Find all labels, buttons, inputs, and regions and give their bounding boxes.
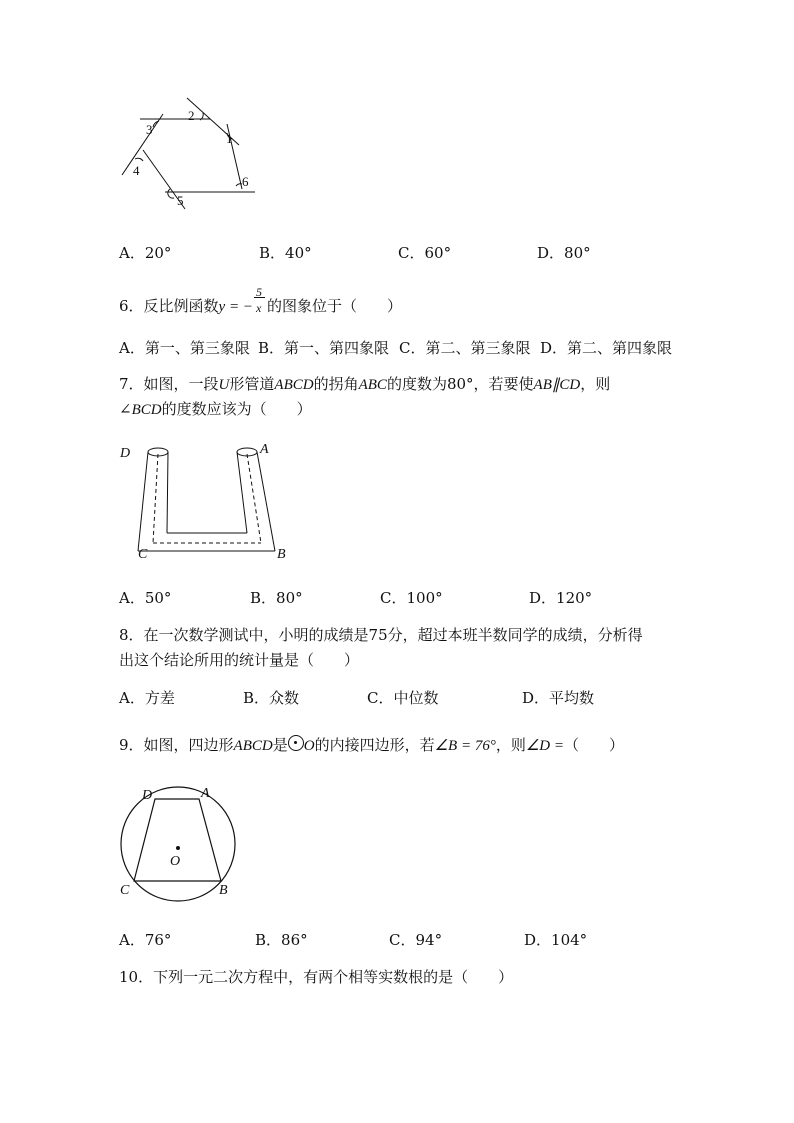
angle-label-2: 2 xyxy=(188,108,195,123)
fraction: $\frac{5}{x}$ xyxy=(253,293,267,313)
question-10-stem: 10．下列一元二次方程中，有两个相等实数根的是（ ） xyxy=(119,968,514,986)
circle-o-symbol xyxy=(288,735,304,751)
q9-option-a: A．76° xyxy=(119,931,172,949)
pipe-label-a: A xyxy=(260,442,269,457)
question-8-line-2: 出这个结论所用的统计量是（ ） xyxy=(119,651,360,669)
q9-option-b: B．86° xyxy=(255,931,308,949)
cyclic-quadrilateral-figure xyxy=(115,780,245,910)
q7-option-d: D．120° xyxy=(529,589,593,607)
q5-option-d: D．80° xyxy=(537,244,591,262)
circle-label-o: O xyxy=(170,854,181,869)
q5-option-c: C．60° xyxy=(398,244,452,262)
q7-option-a: A．50° xyxy=(119,589,172,607)
q7-option-b: B．80° xyxy=(250,589,303,607)
pipe-label-b: B xyxy=(277,547,286,562)
circle-label-a: A xyxy=(201,786,210,801)
formula-lhs: y = − xyxy=(218,299,253,315)
q9-option-c: C．94° xyxy=(389,931,443,949)
angle-label-6: 6 xyxy=(242,174,249,189)
q6-option-d: D．第二、第四象限 xyxy=(540,339,673,357)
angle-label-5: 5 xyxy=(177,193,184,208)
circle-label-d: D xyxy=(142,788,153,803)
angle-label-4: 4 xyxy=(133,163,140,178)
angle-label-1: 1 xyxy=(226,131,233,146)
question-7-line-2: ∠BCD的度数应该为（ ） xyxy=(119,400,312,418)
question-8-line-1: 8．在一次数学测试中，小明的成绩是75分，超过本班半数同学的成绩，分析得 xyxy=(119,626,643,644)
circle-label-c: C xyxy=(120,883,130,898)
q5-option-b: B．40° xyxy=(259,244,312,262)
question-6-stem: 6．反比例函数y = − $\frac{5}{x}$ 的图象位于（ ） xyxy=(119,285,402,315)
q8-option-a: A．方差 xyxy=(119,689,175,707)
q8-option-d: D．平均数 xyxy=(522,689,595,707)
question-7-line-1: 7．如图，一段U形管道ABCD的拐角ABC的度数为80°，若要使AB∥CD，则 xyxy=(119,375,611,393)
question-9-stem: 9．如图，四边形ABCD是 O的内接四边形，若∠B = 76°，则∠D =（ ） xyxy=(119,736,625,754)
q6-option-c: C．第二、第三象限 xyxy=(399,339,531,357)
angle-label-3: 3 xyxy=(146,122,153,137)
q7-option-c: C．100° xyxy=(380,589,443,607)
q6-option-b: B．第一、第四象限 xyxy=(258,339,390,357)
q5-option-a: A．20° xyxy=(119,244,172,262)
q8-option-b: B．众数 xyxy=(243,689,300,707)
pipe-label-c: C xyxy=(138,547,148,562)
q9-option-d: D．104° xyxy=(524,931,588,949)
hexagon-exterior-angles-figure xyxy=(115,95,265,215)
q8-option-c: C．中位数 xyxy=(367,689,439,707)
pipe-label-d: D xyxy=(120,446,131,461)
circle-label-b: B xyxy=(219,883,228,898)
q6-option-a: A．第一、第三象限 xyxy=(119,339,250,357)
u-pipe-figure xyxy=(115,440,295,570)
